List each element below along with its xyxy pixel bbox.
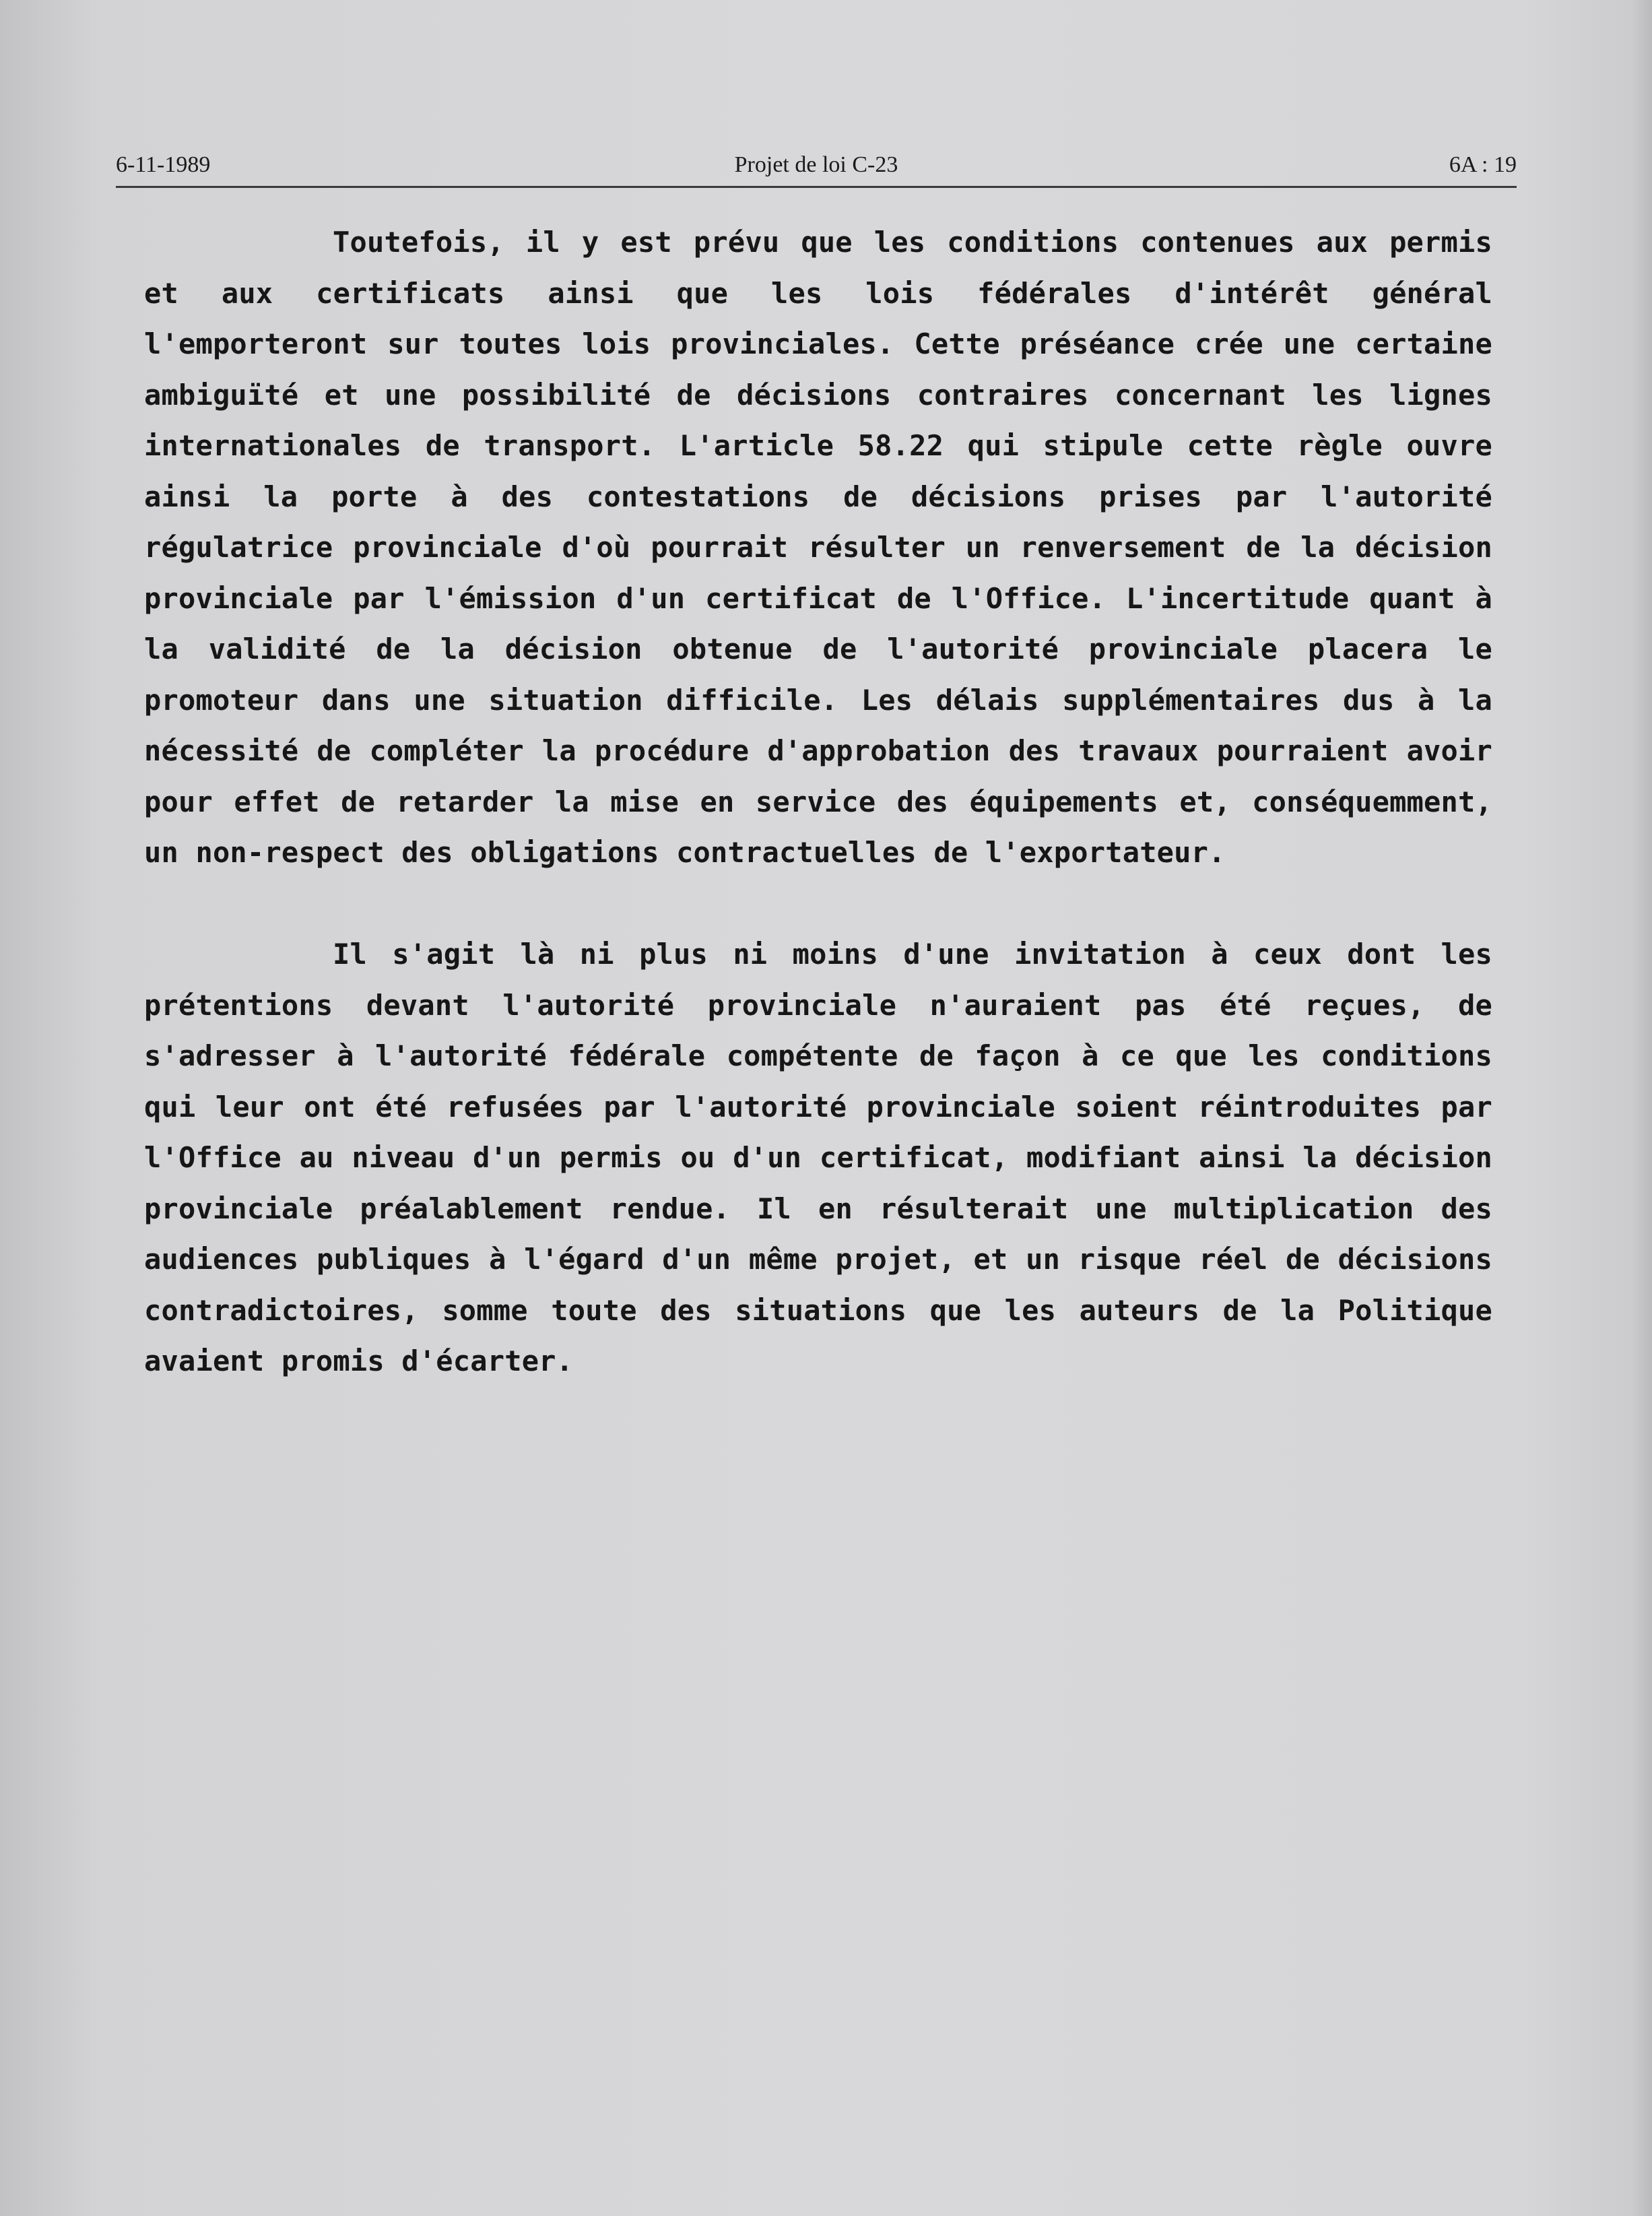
page-header <box>116 150 1517 188</box>
header-page-number: 6A : 19 <box>1449 152 1517 177</box>
paragraph-1: Toutefois, il y est prévu que les conditions contenues aux permis et aux certificats ainsi que les lois fédérales d'intérêt général l'emporteront sur toutes lois provinciales. Cette préséance crée une certaine ambiguïté et une possibilité de décisions contraires concernant les lignes internationales de transport. L'article 58.22 qui stipule cette règle ouvre ainsi la porte à des contestations de décisions prises par l'autorité régulatrice provinciale d'où pourrait résulter un renversement de la décision provinciale par l'émission d'un certificat de l'Office. L'incertitude quant à la validité de la décision obtenue de l'autorité provinciale placera le promoteur dans une situation difficile. Les délais supplémentaires dus à la nécessité de compléter la procédure d'approbation des travaux pourraient avoir pour effet de retarder la mise en service des équipements et, conséquemment, un non-respect des obligations contractuelles de l'exportateur. <box>144 226 1492 869</box>
header-title: Projet de loi C-23 <box>734 152 898 177</box>
page-edge-shadow <box>1632 0 1652 2216</box>
body-text <box>144 217 1492 1387</box>
paragraph-2: Il s'agit là ni plus ni moins d'une invitation à ceux dont les prétentions devant l'autorité provinciale n'auraient pas été reçues, de s'adresser à l'autorité fédérale compétente de façon à ce que les conditions qui leur ont été refusées par l'autorité provinciale soient réintroduites par l'Office au niveau d'un permis ou d'un certificat, modifiant ainsi la décision provinciale préalablement rendue. Il en résulterait une multiplication des audiences publiques à l'égard d'un même projet, et un risque réel de décisions contradictoires, somme toute des situations que les auteurs de la Politique avaient promis d'écarter. <box>144 938 1492 1377</box>
header-date: 6-11-1989 <box>116 152 211 177</box>
